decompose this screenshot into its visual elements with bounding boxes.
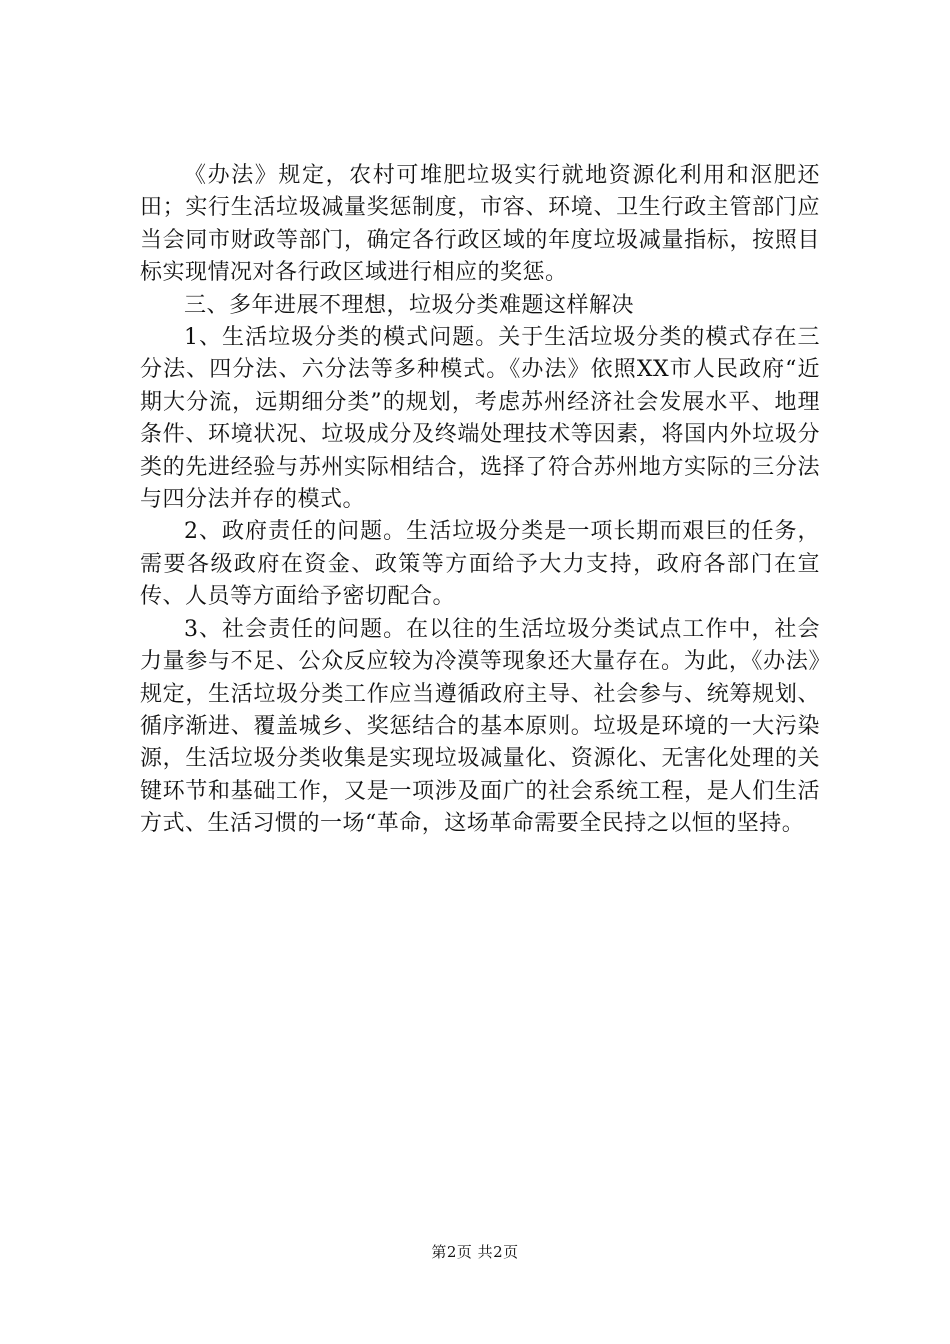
paragraph-social-responsibility: 3、社会责任的问题。在以往的生活垃圾分类试点工作中，社会力量参与不足、公众反应较为冷漠等现象还大量存在。为此，《办法》规定，生活垃圾分类工作应当遵循政府主导、社会参与、统筹规划、循序渐进、覆盖城乡、奖惩结合的基本原则。垃圾是环境的一大污染源，生活垃圾分类收集是实现垃圾减量化、资源化、无害化处理的关键环节和基础工作，又是一项涉及面广的社会系统工程，是人们生活方式、生活习惯的一场“革命，这场革命需要全民持之以恒的坚持。 (140, 616, 820, 837)
section-heading-three: 三、多年进展不理想，垃圾分类难题这样解决 (184, 292, 635, 318)
paragraph-composting-rules: 《办法》规定，农村可堆肥垃圾实行就地资源化利用和沤肥还田；实行生活垃圾减量奖惩制度，市容、环境、卫生行政主管部门应当会同市财政等部门，确定各行政区域的年度垃圾减量指标，按照目标实现情况对各行政区域进行相应的奖惩。 (140, 163, 820, 286)
page-footer: 第2页 共2页 (431, 1243, 519, 1261)
document-body (140, 160, 820, 841)
paragraph-classification-model: 1、生活垃圾分类的模式问题。关于生活垃圾分类的模式存在三分法、四分法、六分法等多种模式。《办法》依照XX市人民政府“近期大分流，远期细分类”的规划，考虑苏州经济社会发展水平、地理条件、环境状况、垃圾成分及终端处理技术等因素，将国内外垃圾分类的先进经验与苏州实际相结合，选择了符合苏州地方实际的三分法与四分法并存的模式。 (140, 325, 820, 513)
paragraph-government-responsibility: 2、政府责任的问题。生活垃圾分类是一项长期而艰巨的任务，需要各级政府在资金、政策等方面给予大力支持，政府各部门在宣传、人员等方面给予密切配合。 (140, 519, 820, 610)
